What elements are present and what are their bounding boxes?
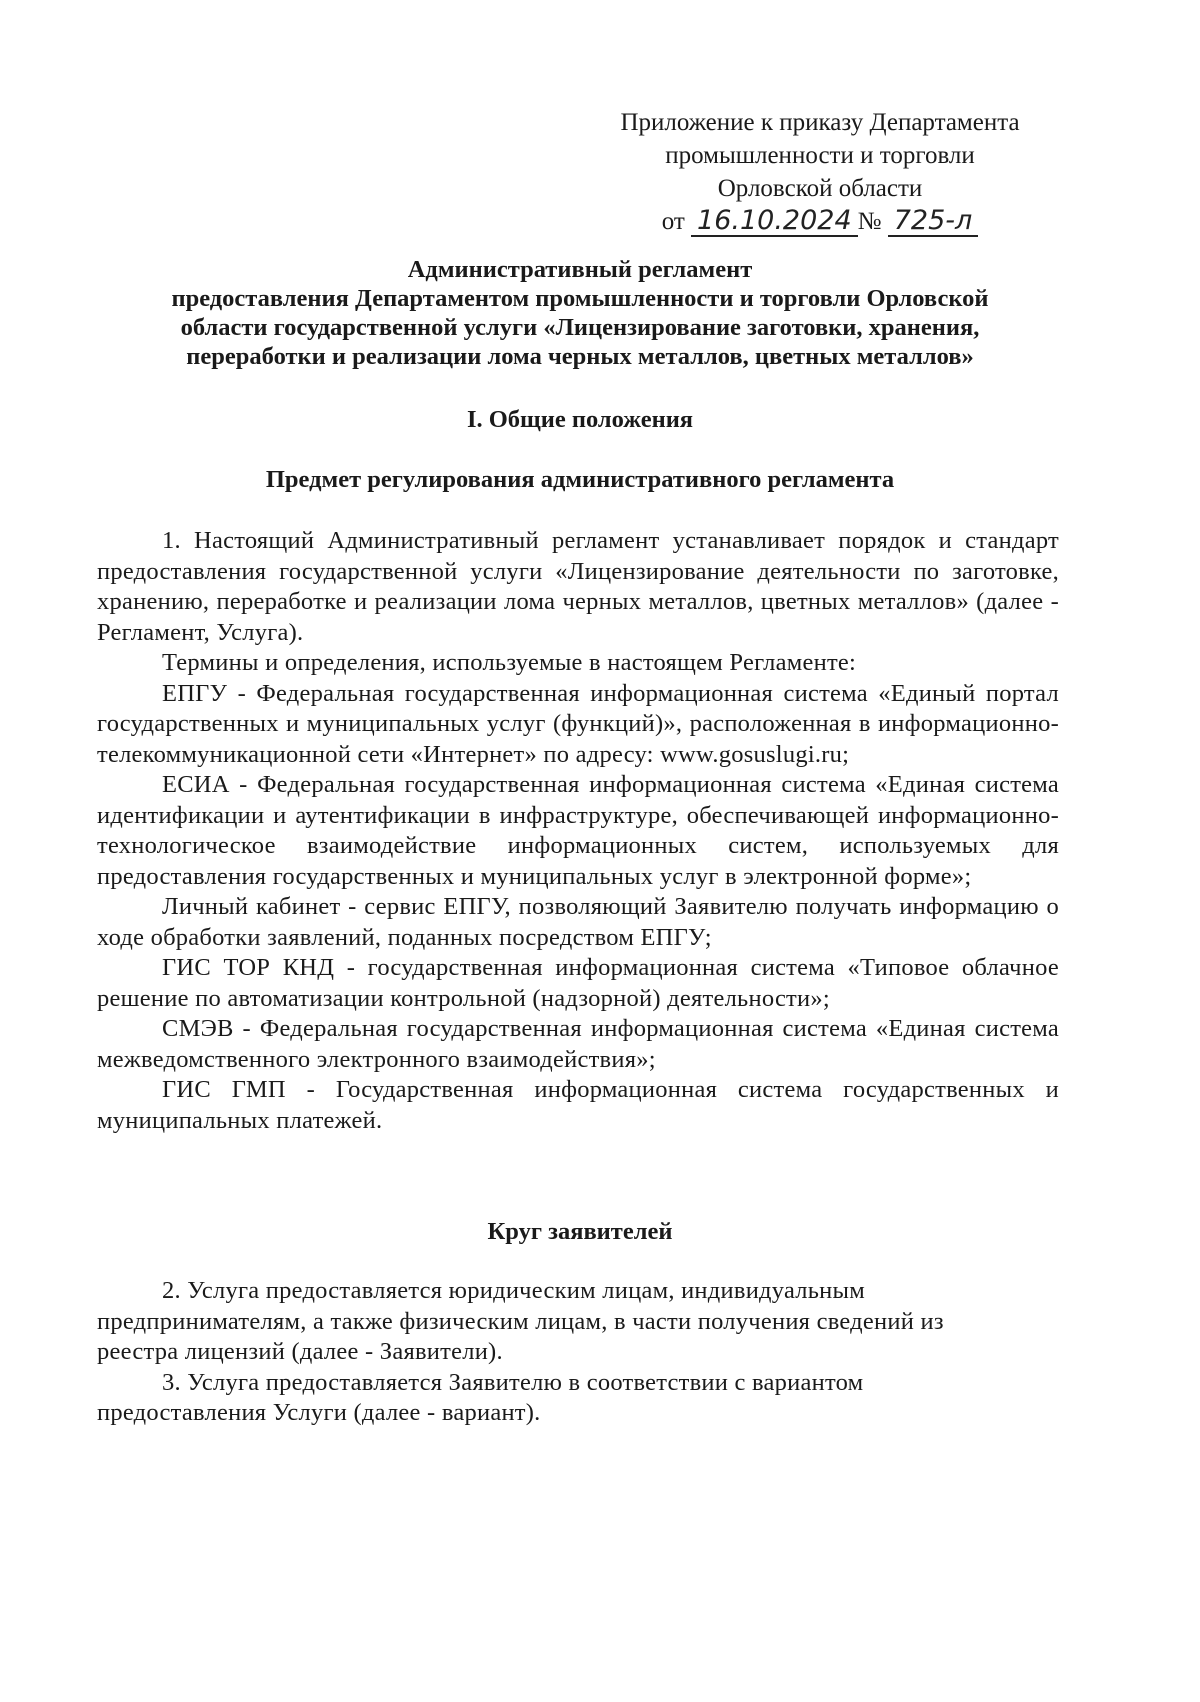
appendix-line-1: Приложение к приказу Департамента [620,109,1020,136]
section-heading-general: I. Общие положения [466,406,694,433]
title-line-1: Административный регламент [407,256,753,283]
paragraph-gis-tor-knd: ГИС ТОР КНД - государственная информационная система «Типовое облачное решение по автоматизации контрольной (надзорной) деятельности»; [97,954,1059,1012]
paragraph-smev: СМЭВ - Федеральная государственная информационная система «Единая система межведомственного электронного взаимодействия»; [97,1015,1059,1073]
appendix-block [560,106,1080,238]
paragraph-1: 1. Настоящий Административный регламент устанавливает порядок и стандарт предоставления государственной услуги «Лицензирование деятельности по заготовке, хранению, переработке и реализации лома черных металлов, цветных металлов» (далее - Регламент, Услуга). [97,527,1059,646]
date-prefix: от [661,208,685,235]
paragraph-epgu: ЕПГУ - Федеральная государственная информационная система «Единый портал государственных и муниципальных услуг (функций)», расположенная в информационно-телекоммуникационной сети «Интернет» по адресу: www.gosuslugi.ru; [97,679,1059,768]
section1-body [97,526,1059,1136]
title-line-3: области государственной услуги «Лицензирование заготовки, хранения, [180,314,980,341]
handwritten-number: 725-л [888,207,979,237]
paragraph-esia: ЕСИА - Федеральная государственная информационная система «Единая система идентификации и аутентификации в инфраструктуре, обеспечивающей информационно-технологическое взаимодействие информационных систем, используемых для предоставления государственных и муниципальных услуг в электронной форме»; [97,771,1059,890]
paragraph-personal-cabinet: Личный кабинет - сервис ЕПГУ, позволяющий Заявителю получать информацию о ходе обработки заявлений, поданных посредством ЕПГУ; [97,893,1059,951]
paragraph-3: 3. Услуга предоставляется Заявителю в соответствии с вариантом предоставления Услуги (далее - вариант). [97,1368,864,1426]
paragraph-2: 2. Услуга предоставляется юридическим лицам, индивидуальным предпринимателям, а также физическим лицам, в части получения сведений из реестра лицензий (далее - Заявители). [97,1277,944,1365]
section2-body [97,1276,997,1429]
title-line-2: предоставления Департаментом промышленности и торговли Орловской [171,285,989,312]
handwritten-date: 16.10.2024 [691,207,858,237]
title-line-4: переработки и реализации лома черных металлов, цветных металлов» [186,343,974,370]
appendix-date-line [560,205,1080,238]
paragraph-terms-intro: Термины и определения, используемые в настоящем Регламенте: [162,649,857,676]
appendix-line-2: промышленности и торговли [665,142,975,169]
appendix-line-3: Орловской области [717,175,923,202]
paragraph-gis-gmp: ГИС ГМП - Государственная информационная система государственных и муниципальных платежей. [97,1076,1059,1134]
subheading-subject: Предмет регулирования административного регламента [265,466,895,493]
section-heading-applicants: Круг заявителей [487,1218,673,1245]
number-prefix: № [857,208,882,235]
document-title [80,255,1080,371]
